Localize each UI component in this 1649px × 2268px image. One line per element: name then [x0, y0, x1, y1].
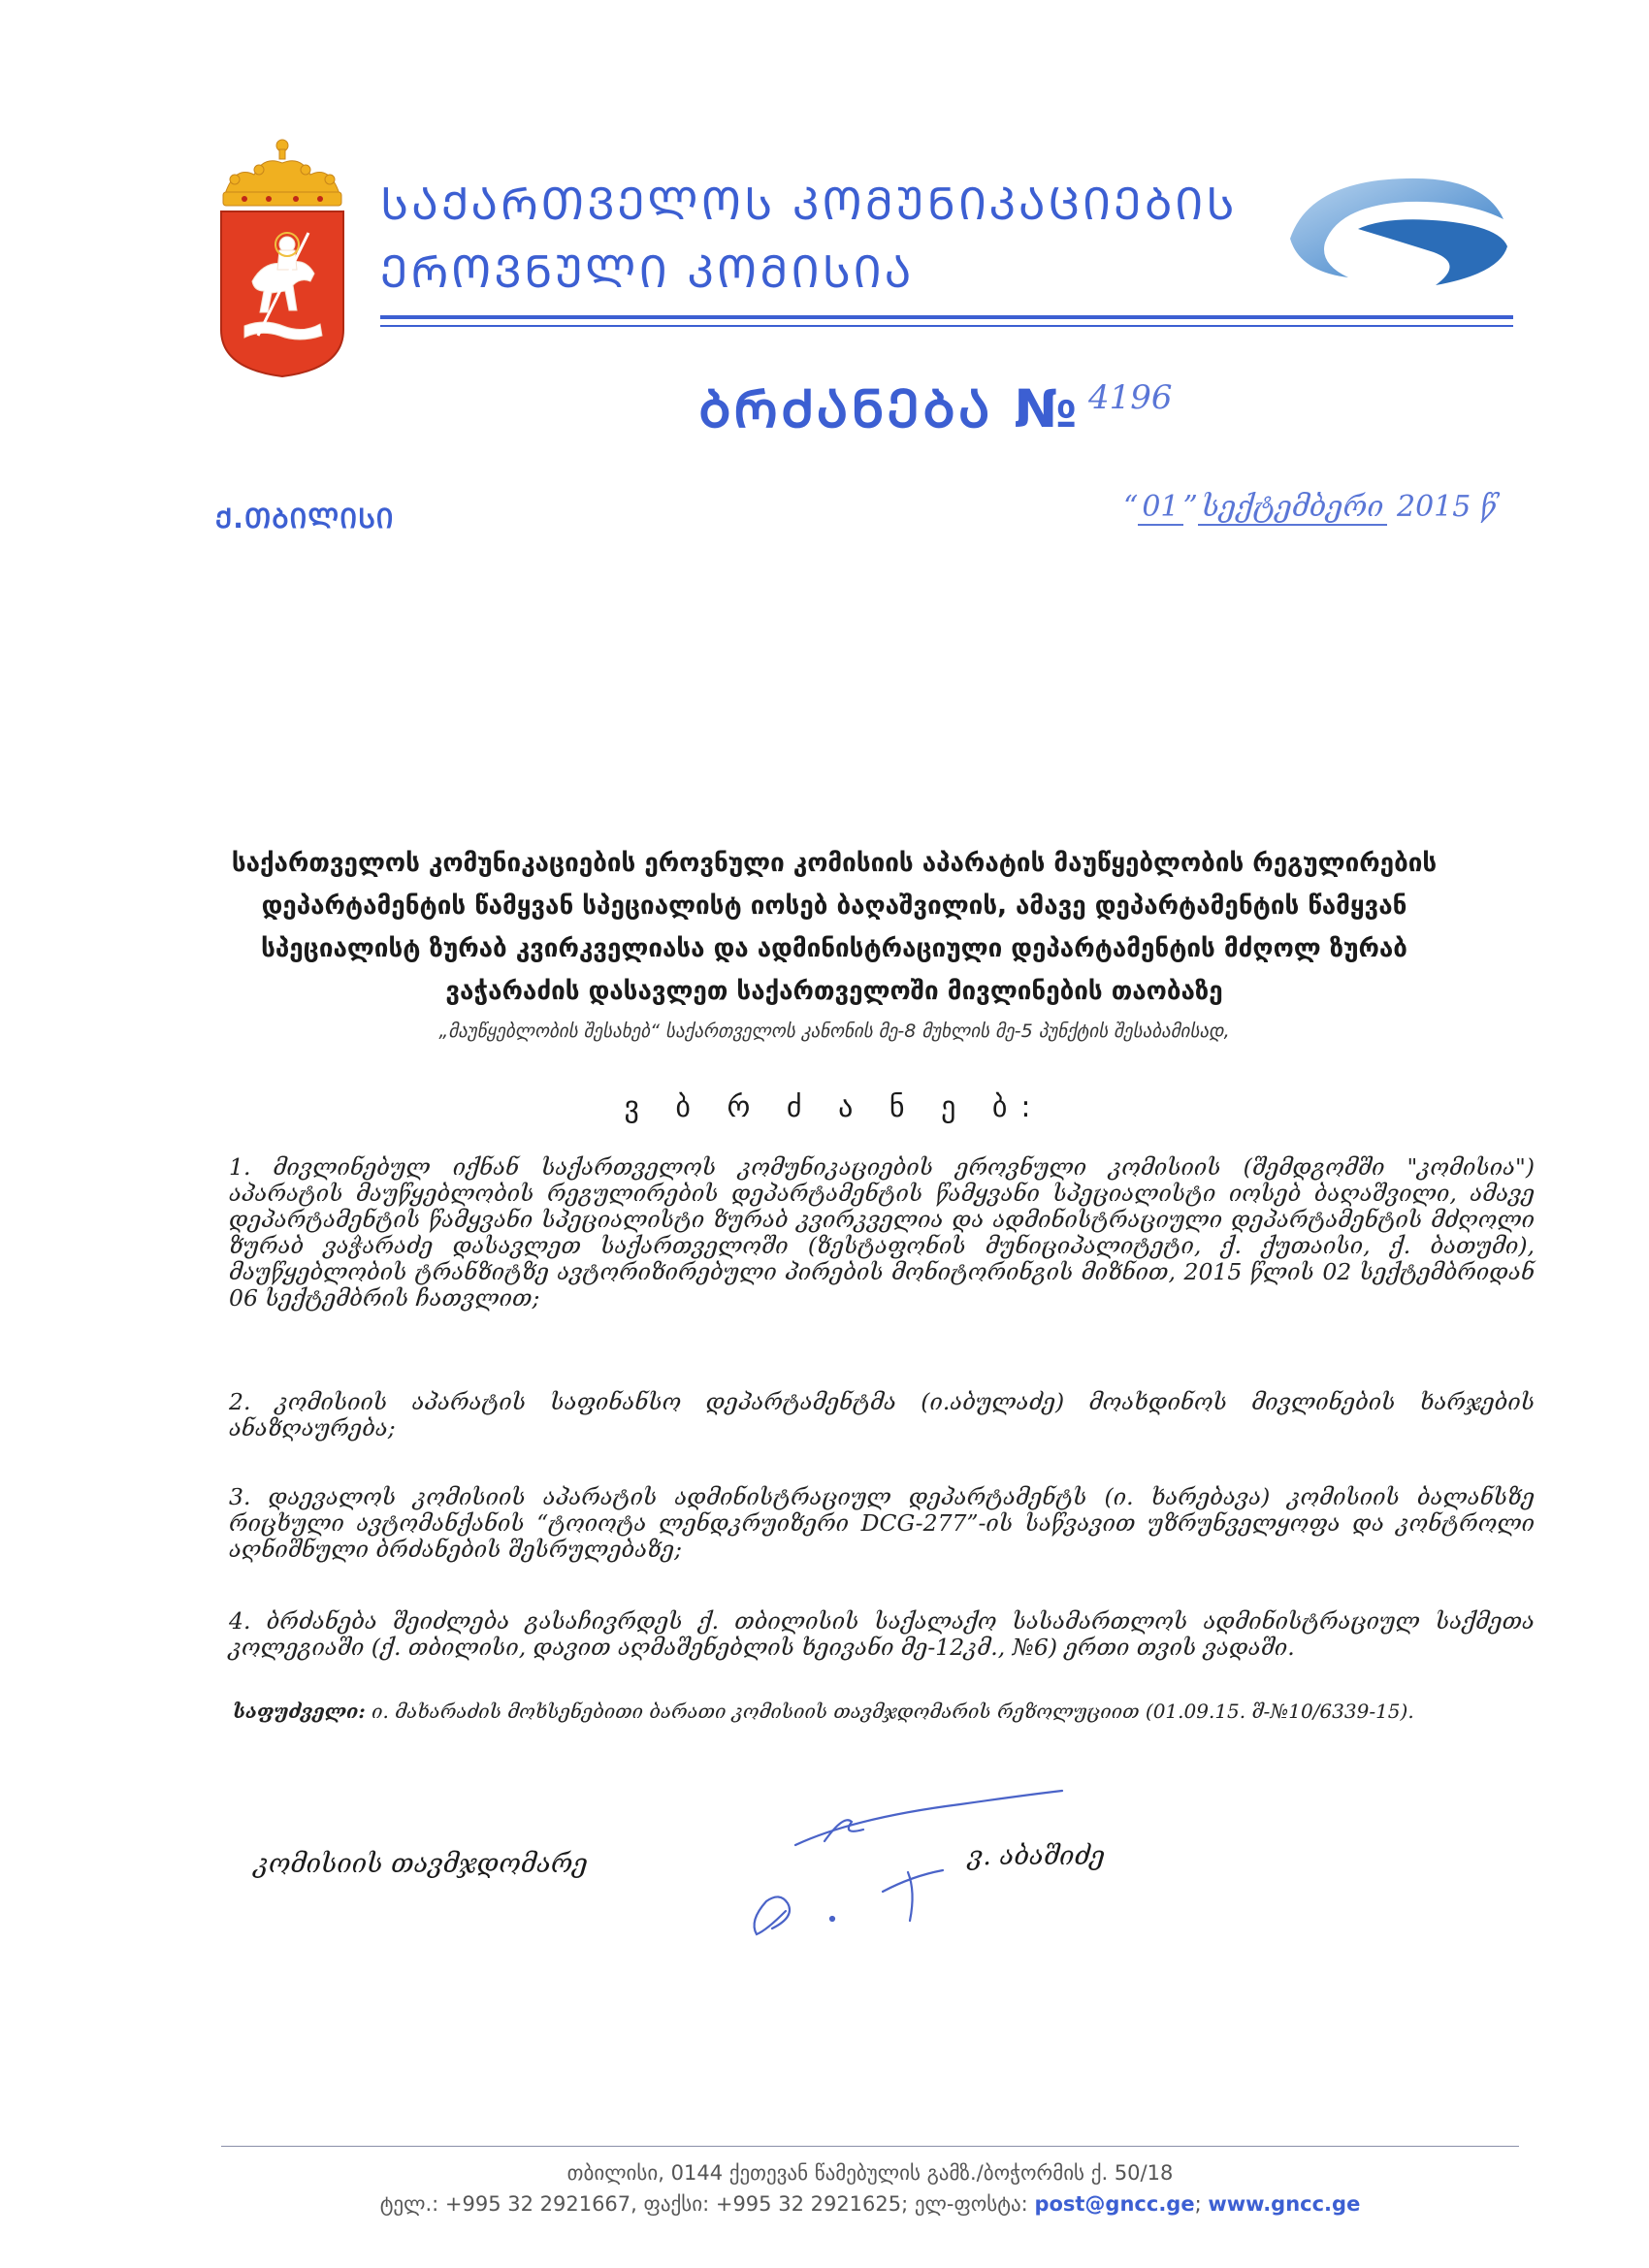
foundation-text: ი. მახარაძის მოხსენებითი ბარათი კომისიის თავმჯდომარის რეზოლუციით (01.09.15. შ-№10/6339-15). [372, 1700, 1414, 1723]
signatory-name: ვ. აბაშიძე [968, 1841, 1106, 1871]
legal-basis: „მაუწყებლობის შესახებ“ საქართველოს კანონის მე-8 მუხლის მე-5 პუნქტის შესაბამისად, [438, 1021, 1230, 1042]
foundation-note [233, 1700, 1533, 1723]
foundation-label: საფუძველი: [233, 1700, 366, 1723]
georgia-coat-of-arms-logo [215, 136, 349, 378]
document-subject [194, 842, 1474, 1013]
city-label: Ქ.ᲗᲑᲘᲚᲘᲡᲘ [215, 502, 395, 535]
order-item-3: 3. დაევალოს კომისიის აპარატის ადმინისტრაციულ დეპარტამენტს (ი. ხარებავა) კომისიის ბალანსზე რიცხული ავტომანქანის “ტოიოტა ლენდკრუიზერი DCG-277”-ის საწვავით უზრუნველყოფა და კონტროლი აღნიშნული ბრძანების შესრულებაზე; [229, 1483, 1535, 1563]
footer-address: თბილისი, 0144 ქეთევან წამებულის გამზ./ბოჭორმის ქ. 50/18 [566, 2161, 1174, 2185]
subject-line-2: დეპარტამენტის წამყვან სპეციალისტ იოსებ ბაღაშვილის, ამავე დეპარტამენტის წამყვან [261, 891, 1407, 921]
date-year: 2015 [1396, 490, 1471, 524]
footer-phone-fax: ტელ.: +995 32 2921667, ფაქსი: +995 32 2921625; ელ-ფოსტა: [379, 2192, 1035, 2216]
organization-name-line-1: ᲡᲐᲥᲐᲠᲗᲕᲔᲚᲝᲡ ᲙᲝᲛᲣᲜᲘᲙᲐᲪᲘᲔᲑᲘᲡ [380, 178, 1238, 230]
date-day: 01 [1138, 490, 1182, 526]
header-rule-thin [380, 325, 1513, 327]
footer-email-link[interactable]: post@gncc.ge [1034, 2192, 1195, 2216]
order-item-2: 2. კომისიის აპარატის საფინანსო დეპარტამენტმა (ი.აბულაძე) მოახდინოს მივლინების ხარჯების ანაზღაურება; [229, 1388, 1535, 1442]
subject-line-1: საქართველოს კომუნიკაციების ეროვნული კომისიის აპარატის მაუწყებლობის რეგულირების [231, 849, 1438, 878]
order-item-1: 1. მივლინებულ იქნან საქართველოს კომუნიკაციების ეროვნული კომისიის (შემდგომში "კომისია") აპარატის მაუწყებლობის რეგულირების დეპარტამენტის წამყვანი სპეციალისტი იოსებ ბაღაშვილი, ამავე დეპარტამენტის წამყვანი სპეციალისტი ზურაბ კვირკველია და ადმინისტრაციული დეპარტამენტის მძღოლი ზურაბ ვაჭარაძე დასავლეთ საქართველოში (ზესტაფონის მუნიციპალიტეტი, ქ. ქუთაისი, ქ. ბათუმი), მაუწყებლობის ტრანზიტზე ავტორიზირებული პირების მონიტორინგის მიზნით, 2015 წლის 02 სექტემბრიდან 06 სექტემბრის ჩათვლით; [229, 1153, 1535, 1312]
header-rule-thick [380, 315, 1513, 319]
subject-line-3: სპეციალისტ ზურაბ კვირკველიასა და ადმინისტრაციული დეპარტამენტის მძღოლ ზურაბ [261, 934, 1407, 963]
order-number-handwritten: 4196 [1088, 378, 1173, 417]
order-title: ᲑᲠᲫᲐᲜᲔᲑᲐ № [698, 378, 1081, 439]
date-year-suffix: წ [1479, 490, 1497, 524]
footer-contacts [221, 2192, 1519, 2216]
footer-separator: ; [1194, 2192, 1209, 2216]
decree-heading: ვ ბ რ ძ ა ნ ე ბ: [624, 1090, 1045, 1124]
footer-website-link[interactable]: www.gncc.ge [1208, 2192, 1361, 2216]
footer-rule [221, 2146, 1519, 2147]
order-item-4: 4. ბრძანება შეიძლება გასაჩივრდეს ქ. თბილისის საქალაქო სასამართლოს ადმინისტრაციულ საქმეთა კოლეგიაში (ქ. თბილისი, დავით აღმაშენებლის ხეივანი მე-12კმ., №6) ერთი თვის ვადაში. [229, 1607, 1535, 1661]
gncc-swirl-logo [1271, 171, 1513, 292]
signatory-role: კომისიის თავმჯდომარე [254, 1849, 588, 1879]
document-date: “ 01 ” სექტემბერი 2015 წ [1123, 490, 1497, 524]
subject-line-4: ვაჭარაძის დასავლეთ საქართველოში მივლინების თაობაზე [445, 977, 1223, 1006]
organization-name-line-2: ᲔᲠᲝᲕᲜᲣᲚᲘ ᲙᲝᲛᲘᲡᲘᲐ [380, 245, 915, 298]
date-month: სექტემბერი [1198, 490, 1388, 526]
